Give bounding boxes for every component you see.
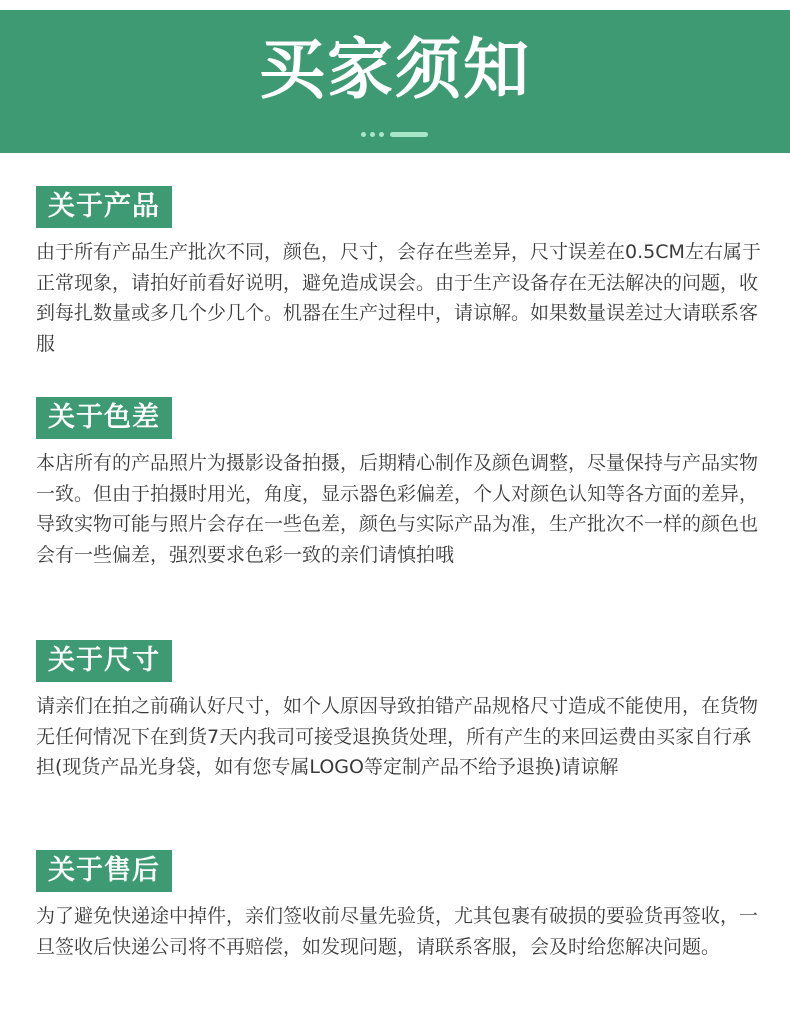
decoration-dot — [361, 132, 366, 137]
section-text: 本店所有的产品照片为摄影设备拍摄，后期精心制作及颜色调整，尽量保持与产品实物一致。但由于拍摄时用光，角度，显示器色彩偏差，个人对颜色认知等各方面的差异，导致实物可能与照片会存在一些色差，颜色与实际产品为准，生产批次不一样的颜色也会有一些偏差，强烈要求色彩一致的亲们请慎拍哦 — [36, 452, 759, 566]
page-title: 买家须知 — [259, 31, 531, 108]
section-size — [36, 640, 766, 783]
decoration-dot — [379, 132, 384, 137]
header-banner — [0, 10, 790, 153]
section-heading: 关于产品 — [36, 186, 172, 228]
section-product — [36, 186, 766, 359]
section-heading: 关于售后 — [36, 850, 172, 892]
section-heading: 关于尺寸 — [36, 640, 172, 682]
section-text: 为了避免快递途中掉件，亲们签收前尽量先验货，尤其包裹有破损的要验货再签收，一旦签收后快递公司将不再赔偿，如发现问题，请联系客服，会及时给您解决问题。 — [36, 905, 759, 958]
decoration-dash — [390, 132, 428, 137]
section-color-difference — [36, 397, 766, 570]
title-decoration — [361, 131, 428, 137]
section-after-sales — [36, 850, 766, 962]
section-text: 请亲们在拍之前确认好尺寸，如个人原因导致拍错产品规格尺寸造成不能使用，在货物无任何情况下在到货7天内我司可接受退换货处理，所有产生的来回运费由买家自行承担(现货产品光身袋，如有您专属LOGO等定制产品不给予退换)请谅解 — [36, 695, 759, 778]
section-text: 由于所有产品生产批次不同，颜色，尺寸，会存在些差异，尺寸误差在0.5CM左右属于正常现象，请拍好前看好说明，避免造成误会。由于生产设备存在无法解决的问题，收到每扎数量或多几个少几个。机器在生产过程中，请谅解。如果数量误差过大请联系客服 — [36, 241, 761, 355]
section-heading: 关于色差 — [36, 397, 172, 439]
decoration-dot — [370, 132, 375, 137]
